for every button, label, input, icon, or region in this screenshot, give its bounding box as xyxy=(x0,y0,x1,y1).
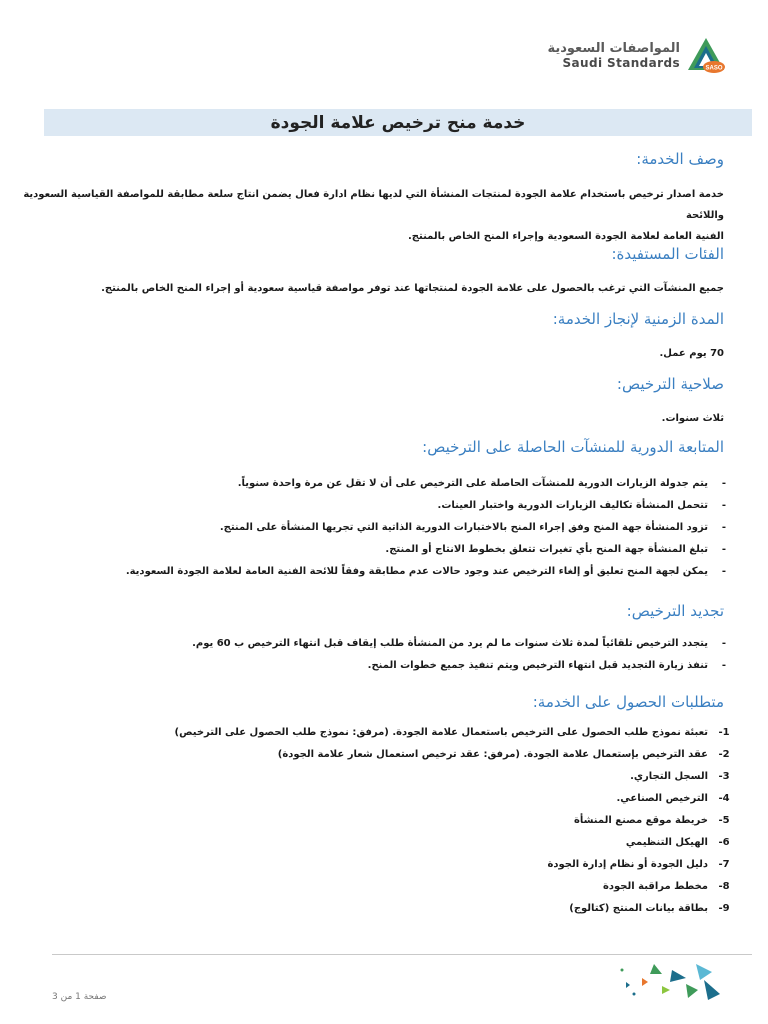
list-item-text: تزود المنشأة جهة المنح وفق إجراء المنح بالاختبارات الدورية الذاتية التي تجريها المنشأة على المنتج. xyxy=(219,522,708,533)
list-item xyxy=(126,495,727,517)
list-number: -3 xyxy=(718,771,730,782)
followup-list xyxy=(125,473,727,583)
section-text-validity: ثلاث سنوات. xyxy=(661,413,724,424)
list-marker: - xyxy=(721,500,727,511)
list-marker: - xyxy=(721,544,727,555)
list-number: -8 xyxy=(718,881,730,892)
saso-logo xyxy=(547,36,726,76)
list-item xyxy=(175,876,730,898)
list-item-text: تعبئة نموذج طلب الحصول على الترخيص باستعمال علامة الجودة. (مرفق: نموذج طلب الحصول على الترخيص) xyxy=(174,727,708,738)
list-number: -2 xyxy=(718,749,730,760)
logo-badge-text: SASO xyxy=(705,65,723,72)
list-item-text: تنفذ زيارة التجديد قبل انتهاء الترخيص ويتم تنفيذ جميع خطوات المنح. xyxy=(367,660,708,671)
list-marker: - xyxy=(721,478,727,489)
section-heading-description: وصف الخدمة: xyxy=(636,150,724,168)
list-item xyxy=(175,898,730,920)
list-marker: - xyxy=(721,566,727,577)
title-band xyxy=(44,109,752,136)
list-item xyxy=(175,766,730,788)
list-number: -6 xyxy=(718,837,730,848)
list-item-text: يتم جدولة الزيارات الدورية للمنشآت الحاصلة على الترخيص على أن لا تقل عن مرة واحدة سنوياً. xyxy=(237,478,708,489)
section-text-beneficiaries: جميع المنشآت التي ترغب بالحصول على علامة الجودة لمنتجاتها عند توفر مواصفة قياسية سعودية أو إجراء المنح الخاص بالمنتج. xyxy=(101,283,724,294)
description-line: خدمة اصدار ترخيص باستخدام علامة الجودة لمنتجات المنشأة التي لديها نظام ادارة فعال يضمن انتاج سلعة مطابقة للمواصفة القياسية السعودية واللائحة xyxy=(23,189,724,221)
section-heading-followup: المتابعة الدورية للمنشآت الحاصلة على الترخيص: xyxy=(422,438,724,456)
list-item-text: تبلغ المنشأة جهة المنح بأي تغيرات تتعلق بخطوط الانتاج أو المنتج. xyxy=(385,544,708,555)
saso-emblem-icon xyxy=(686,36,726,76)
list-number: -1 xyxy=(718,727,730,738)
list-item-text: يتجدد الترخيص تلقائياً لمدة ثلاث سنوات ما لم يرد من المنشأة طلب إيقاف قبل انتهاء الترخيص ب 60 يوم. xyxy=(192,638,708,649)
list-item xyxy=(192,655,727,677)
list-item-text: مخطط مراقبة الجودة xyxy=(602,881,708,892)
list-item xyxy=(175,788,730,810)
list-item xyxy=(174,722,730,744)
list-item xyxy=(175,854,730,876)
list-number: -4 xyxy=(718,793,730,804)
section-heading-validity: صلاحية الترخيص: xyxy=(616,375,724,393)
footer-divider xyxy=(52,954,752,955)
list-number: -9 xyxy=(718,903,730,914)
requirements-list xyxy=(174,722,730,920)
list-item xyxy=(126,473,727,495)
list-item-text: الترخيص الصناعي. xyxy=(616,793,708,804)
list-item xyxy=(192,633,727,655)
list-item xyxy=(126,539,727,561)
logo-text xyxy=(547,42,680,69)
section-text-duration: 70 يوم عمل. xyxy=(659,348,724,359)
section-text-description xyxy=(16,184,724,247)
list-number: -7 xyxy=(718,859,730,870)
list-item-text: تتحمل المنشأة تكاليف الزيارات الدورية واختبار العينات. xyxy=(437,500,708,511)
list-item xyxy=(175,744,730,766)
page-number: صفحة 1 من 3 xyxy=(52,992,107,1002)
logo-english-text: Saudi Standards xyxy=(562,55,680,70)
list-marker: - xyxy=(721,638,727,649)
section-heading-duration: المدة الزمنية لإنجاز الخدمة: xyxy=(552,310,724,328)
renewal-list xyxy=(192,633,727,677)
list-item-text: بطاقة بيانات المنتج (كتالوج) xyxy=(569,903,708,914)
page-title: خدمة منح ترخيص علامة الجودة xyxy=(270,112,526,133)
list-item-text: دليل الجودة أو نظام إدارة الجودة xyxy=(547,859,708,870)
list-item-text: عقد الترخيص بإستعمال علامة الجودة. (مرفق: عقد ترخيص استعمال شعار علامة الجودة) xyxy=(277,749,708,760)
list-item xyxy=(175,832,730,854)
list-item xyxy=(125,561,727,583)
list-item-text: السجل التجاري. xyxy=(630,771,708,782)
list-number: -5 xyxy=(718,815,730,826)
section-heading-renewal: تجديد الترخيص: xyxy=(626,602,724,620)
list-item-text: الهيكل التنظيمي xyxy=(625,837,708,848)
list-marker: - xyxy=(721,522,727,533)
list-marker: - xyxy=(721,660,727,671)
list-item xyxy=(175,810,730,832)
logo-arabic-text: المواصفات السعودية xyxy=(547,41,680,57)
list-item-text: خريطة موقع مصنع المنشأة xyxy=(573,815,708,826)
section-heading-requirements: متطلبات الحصول على الخدمة: xyxy=(532,693,724,711)
decorative-triangles-icon xyxy=(612,960,722,1006)
description-line: الفنية العامة لعلامة الجودة السعودية وإجراء المنح الخاص بالمنتج. xyxy=(408,231,724,242)
list-item-text: يمكن لجهة المنح تعليق أو إلغاء الترخيص عند وجود حالات عدم مطابقة وفقاً للائحة الفنية العامة لعلامة الجودة السعودية. xyxy=(125,566,708,577)
list-item xyxy=(126,517,727,539)
section-heading-beneficiaries: الفئات المستفيدة: xyxy=(611,245,724,263)
